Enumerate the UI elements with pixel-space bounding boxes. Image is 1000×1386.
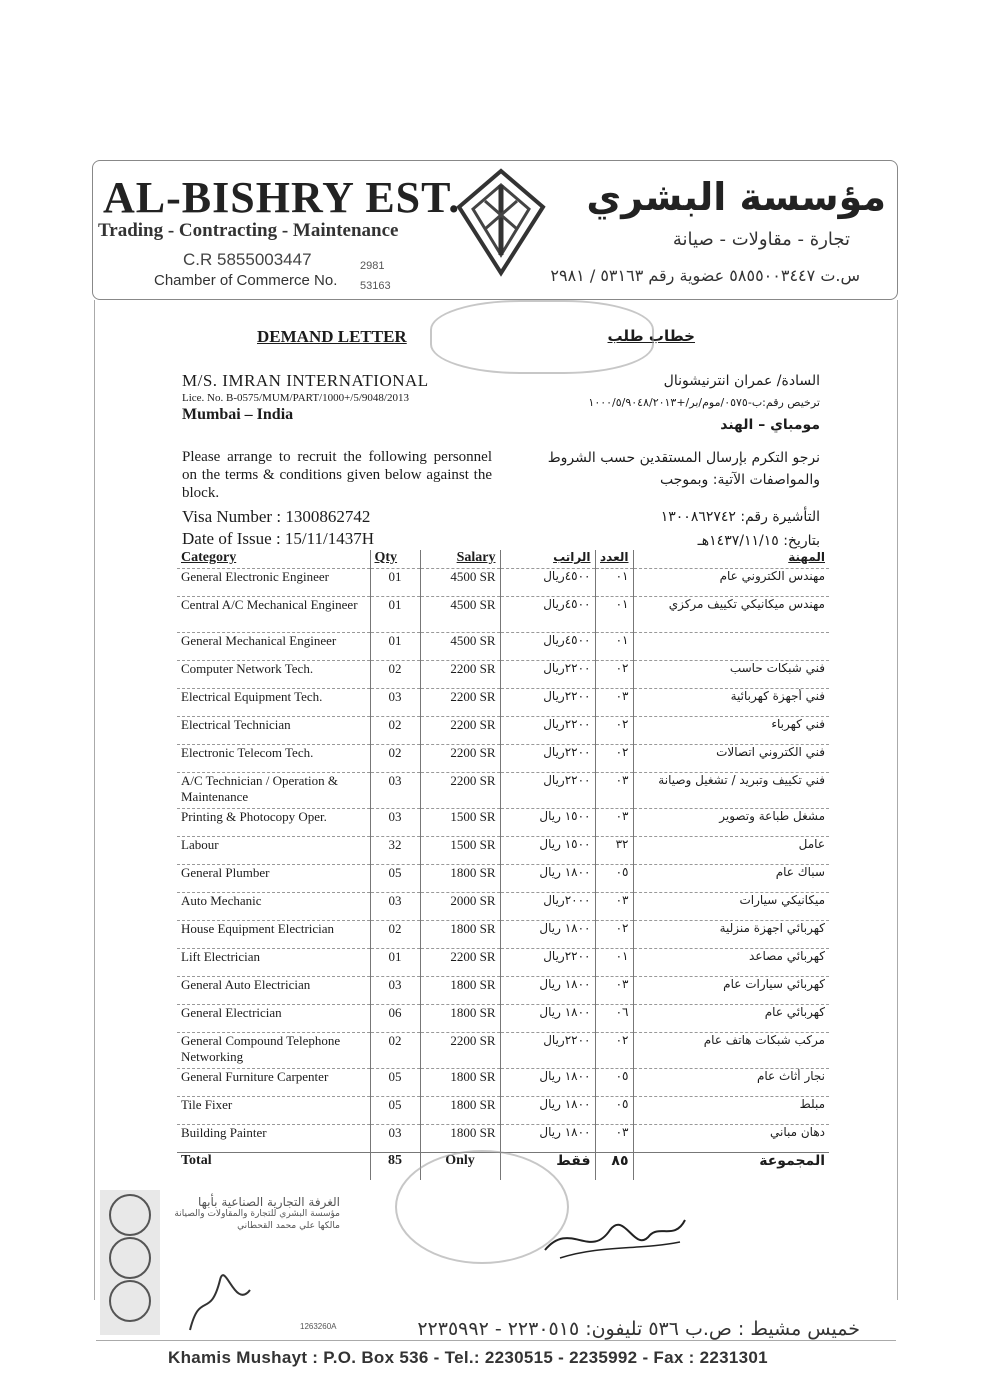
table-row xyxy=(177,1097,829,1125)
cell-qty-ar: ٠٢ xyxy=(595,921,633,949)
table-row xyxy=(177,865,829,893)
table-row xyxy=(177,773,829,809)
cell-salary-ar: ٤٥٠٠ريال xyxy=(500,569,595,597)
cell-qty: 03 xyxy=(370,977,420,1005)
company-name-ar: مؤسسة البشري xyxy=(586,175,886,219)
cell-salary-ar: ٢٢٠٠ريال xyxy=(500,745,595,773)
company-tagline-ar: تجارة - مقاولات - صيانة xyxy=(672,229,850,250)
visa-info-ar xyxy=(661,505,820,553)
table-row xyxy=(177,1033,829,1069)
cell-category: Labour xyxy=(177,837,370,865)
cell-salary-ar: ٢٢٠٠ريال xyxy=(500,773,595,809)
cell-qty-ar: ٠٣ xyxy=(595,773,633,809)
cell-salary-ar: ١٨٠٠ ريال xyxy=(500,977,595,1005)
total-qty-ar: ٨٥ xyxy=(595,1153,633,1181)
total-only: Only xyxy=(420,1153,500,1181)
cell-salary-ar: ٢٢٠٠ريال xyxy=(500,949,595,977)
cell-salary-ar: ١٥٠٠ ريال xyxy=(500,809,595,837)
cell-qty: 02 xyxy=(370,921,420,949)
cell-profession-ar: نجار أثاث عام xyxy=(633,1069,829,1097)
header-salary-ar: الراتب xyxy=(500,550,595,569)
footer-address-en: Khamis Mushayt : P.O. Box 536 - Tel.: 2230515 - 2235992 - Fax : 2231301 xyxy=(168,1348,768,1367)
total-qty: 85 xyxy=(370,1153,420,1181)
header-salary: Salary xyxy=(420,550,500,569)
visa-number-ar: التأشيرة رقم: ١٣٠٠٨٦٢٧٤٢ xyxy=(660,509,820,525)
cell-salary: 2200 SR xyxy=(420,745,500,773)
cell-salary: 2200 SR xyxy=(420,1033,500,1069)
cell-salary: 2000 SR xyxy=(420,893,500,921)
cell-qty: 06 xyxy=(370,1005,420,1033)
cell-salary-ar: ٢٠٠٠ريال xyxy=(500,893,595,921)
addressee-en xyxy=(182,371,429,424)
cert-number: 1263260A xyxy=(300,1322,337,1331)
cell-salary: 1800 SR xyxy=(420,1125,500,1153)
letter-title-ar: خطاب طلب xyxy=(607,327,695,345)
table-row xyxy=(177,569,829,597)
cell-profession-ar: كهربائي مصاعد xyxy=(633,949,829,977)
company-tagline-en: Trading - Contracting - Maintenance xyxy=(98,220,399,241)
visa-info-en xyxy=(182,506,374,550)
table-row xyxy=(177,893,829,921)
cell-category: General Electrician xyxy=(177,1005,370,1033)
cell-qty: 02 xyxy=(370,661,420,689)
cell-category: General Mechanical Engineer xyxy=(177,633,370,661)
header-qty: Qty xyxy=(370,550,420,569)
cell-profession-ar: مهندس الكتروني عام xyxy=(633,569,829,597)
table-row xyxy=(177,717,829,745)
cell-profession-ar: دهان مباني xyxy=(633,1125,829,1153)
addressee-name-ar: السادة/ عمران انترنيشونال xyxy=(663,373,820,389)
company-logo-icon xyxy=(455,167,547,277)
cell-salary: 4500 SR xyxy=(420,633,500,661)
cell-category: Building Painter xyxy=(177,1125,370,1153)
cell-qty: 03 xyxy=(370,1125,420,1153)
cell-category: Electrical Technician xyxy=(177,717,370,745)
cell-profession-ar: فني أجهزة كهربائية xyxy=(633,689,829,717)
cell-qty: 01 xyxy=(370,633,420,661)
cell-category: General Plumber xyxy=(177,865,370,893)
cell-profession-ar: كهربائي اجهزة منزلية xyxy=(633,921,829,949)
table-row xyxy=(177,689,829,717)
table-row xyxy=(177,597,829,633)
cell-salary: 1800 SR xyxy=(420,977,500,1005)
cell-qty-ar: ٠١ xyxy=(595,597,633,633)
cell-qty: 32 xyxy=(370,837,420,865)
chamber-number: 2981 xyxy=(360,260,385,272)
cell-qty-ar: ٠٥ xyxy=(595,1097,633,1125)
total-only-ar: فقط xyxy=(500,1153,595,1181)
cell-qty: 02 xyxy=(370,1033,420,1069)
issue-date-en: Date of Issue : 15/11/1437H xyxy=(182,529,375,548)
cell-qty-ar: ٠١ xyxy=(595,633,633,661)
cell-salary: 4500 SR xyxy=(420,569,500,597)
cell-profession-ar: كهربائي عام xyxy=(633,1005,829,1033)
cell-qty-ar: ٠٢ xyxy=(595,661,633,689)
chamber-numbers xyxy=(360,256,391,296)
table-body xyxy=(177,569,829,1153)
cell-category: General Furniture Carpenter xyxy=(177,1069,370,1097)
cell-salary-ar: ١٨٠٠ ريال xyxy=(500,1097,595,1125)
table-row xyxy=(177,977,829,1005)
signature-icon xyxy=(540,1200,690,1270)
letterhead-stamp xyxy=(430,300,654,374)
cell-salary: 2200 SR xyxy=(420,949,500,977)
cell-category: General Electronic Engineer xyxy=(177,569,370,597)
cell-profession-ar: كهربائي سيارات عام xyxy=(633,977,829,1005)
cell-qty: 01 xyxy=(370,597,420,633)
cell-category: Electrical Equipment Tech. xyxy=(177,689,370,717)
cell-salary-ar: ١٨٠٠ ريال xyxy=(500,921,595,949)
cell-qty-ar: ٠٦ xyxy=(595,1005,633,1033)
licence-number-ar: ترخيص رقم:ب-٠٥٧٥/موم/بر/+١٠٠٠/٥/٩٠٤٨/٢٠١٣ xyxy=(588,396,820,409)
cell-qty-ar: ٠٢ xyxy=(595,1033,633,1069)
cell-profession-ar: فني كهرباء xyxy=(633,717,829,745)
cell-salary: 1800 SR xyxy=(420,865,500,893)
cell-qty-ar: ٣٢ xyxy=(595,837,633,865)
cell-qty: 03 xyxy=(370,689,420,717)
table-row xyxy=(177,949,829,977)
cell-qty-ar: ٠٣ xyxy=(595,809,633,837)
cell-salary-ar: ١٥٠٠ ريال xyxy=(500,837,595,865)
table-row xyxy=(177,1125,829,1153)
cell-salary-ar: ٢٢٠٠ريال xyxy=(500,689,595,717)
total-label: Total xyxy=(177,1153,370,1181)
cell-profession-ar: مبلط xyxy=(633,1097,829,1125)
footer-address-ar: خميس مشيط : ص.ب ٥٣٦ تليفون: ٢٢٣٠٥١٥ - ٢٢٣٥٩٩٢ xyxy=(417,1318,860,1340)
table-header-row xyxy=(177,550,829,569)
cell-qty-ar: ٠١ xyxy=(595,569,633,597)
cell-qty: 01 xyxy=(370,569,420,597)
cell-salary-ar: ٢٢٠٠ريال xyxy=(500,1033,595,1069)
cell-salary: 1800 SR xyxy=(420,1069,500,1097)
chamber-certificate-text xyxy=(170,1196,340,1232)
cell-profession-ar: مشغل طباعة وتصوير xyxy=(633,809,829,837)
header-qty-ar: العدد xyxy=(595,550,633,569)
commercial-registration-en: C.R 5855003447 xyxy=(183,250,312,269)
cell-qty: 05 xyxy=(370,1097,420,1125)
cell-profession-ar: ميكانيكي سيارات xyxy=(633,893,829,921)
cell-qty: 05 xyxy=(370,865,420,893)
request-paragraph-ar: نرجو التكرم بإرسال المستقدين حسب الشروط والمواصفات الآتية: وبموجب xyxy=(547,450,820,488)
table-row xyxy=(177,633,829,661)
cell-qty-ar: ٠٢ xyxy=(595,745,633,773)
cell-qty: 01 xyxy=(370,949,420,977)
cell-qty-ar: ٠٣ xyxy=(595,689,633,717)
cell-salary-ar: ١٨٠٠ ريال xyxy=(500,1125,595,1153)
cell-salary: 2200 SR xyxy=(420,689,500,717)
cell-profession-ar: فني تكييف وتبريد / تشغيل وصيانة xyxy=(633,773,829,809)
cell-qty: 02 xyxy=(370,717,420,745)
cell-qty: 05 xyxy=(370,1069,420,1097)
cell-salary: 1500 SR xyxy=(420,809,500,837)
issue-date-ar: بتاريخ: ١٤٣٧/١١/١٥هـ xyxy=(697,533,820,549)
cell-salary-ar: ١٨٠٠ ريال xyxy=(500,1005,595,1033)
table-row xyxy=(177,661,829,689)
chamber-number: 53163 xyxy=(360,280,391,292)
cell-profession-ar xyxy=(633,633,829,661)
cell-salary: 2200 SR xyxy=(420,717,500,745)
cell-salary-ar: ٤٥٠٠ريال xyxy=(500,597,595,633)
cell-category: Tile Fixer xyxy=(177,1097,370,1125)
table-row xyxy=(177,745,829,773)
cell-qty-ar: ٠٣ xyxy=(595,893,633,921)
cert-line: مالكها علي محمد القحطاني xyxy=(237,1221,340,1231)
visa-number-en: Visa Number : 1300862742 xyxy=(182,507,371,526)
table-row xyxy=(177,837,829,865)
cell-profession-ar: فني شبكات حاسب xyxy=(633,661,829,689)
cell-category: General Compound Telephone Networking xyxy=(177,1033,370,1069)
cell-salary-ar: ١٨٠٠ ريال xyxy=(500,1069,595,1097)
cert-line: الغرفة التجارية الصناعية بأبها xyxy=(197,1195,340,1209)
cell-qty-ar: ٠١ xyxy=(595,949,633,977)
cell-category: Central A/C Mechanical Engineer xyxy=(177,597,370,633)
cell-qty-ar: ٠٣ xyxy=(595,977,633,1005)
cell-qty-ar: ٠٢ xyxy=(595,717,633,745)
cell-category: House Equipment Electrician xyxy=(177,921,370,949)
table-row xyxy=(177,809,829,837)
cell-salary: 1800 SR xyxy=(420,1005,500,1033)
cell-profession-ar: سباك عام xyxy=(633,865,829,893)
cert-line: مؤسسة البشري للتجارة والمقاولات والصيانة xyxy=(174,1209,340,1219)
cell-salary-ar: ٢٢٠٠ريال xyxy=(500,661,595,689)
request-paragraph-en: Please arrange to recruit the following personnel on the terms & conditions given below against the block. xyxy=(182,449,492,501)
demand-table xyxy=(177,550,829,1180)
addressee-name-en: M/S. IMRAN INTERNATIONAL xyxy=(182,371,429,390)
chamber-label: Chamber of Commerce No. xyxy=(154,272,338,289)
cell-salary-ar: ١٨٠٠ ريال xyxy=(500,865,595,893)
commercial-registration-ar: س.ت ٥٨٥٥٠٠٣٤٤٧ عضوية رقم ٥٣١٦٣ / ٢٩٨١ xyxy=(550,266,860,285)
cell-salary: 1500 SR xyxy=(420,837,500,865)
footer-divider xyxy=(96,1340,896,1341)
cell-category: General Auto Electrician xyxy=(177,977,370,1005)
cell-qty: 02 xyxy=(370,745,420,773)
header-category: Category xyxy=(181,550,237,565)
cell-profession-ar: مركب شبكات هاتف عام xyxy=(633,1033,829,1069)
cell-profession-ar: فني الكتروني اتصالات xyxy=(633,745,829,773)
cell-qty-ar: ٠٥ xyxy=(595,865,633,893)
cell-qty: 03 xyxy=(370,893,420,921)
cell-category: Electronic Telecom Tech. xyxy=(177,745,370,773)
cell-category: A/C Technician / Operation & Maintenance xyxy=(177,773,370,809)
cell-category: Lift Electrician xyxy=(177,949,370,977)
cell-profession-ar: مهندس ميكانيكي تكييف مركزي xyxy=(633,597,829,633)
cell-category: Auto Mechanic xyxy=(177,893,370,921)
table-row xyxy=(177,921,829,949)
cell-qty-ar: ٠٣ xyxy=(595,1125,633,1153)
addressee-ar xyxy=(588,370,820,436)
company-name-en: AL-BISHRY EST. xyxy=(103,173,461,222)
table-row xyxy=(177,1069,829,1097)
cell-qty-ar: ٠٥ xyxy=(595,1069,633,1097)
cell-profession-ar: عامل xyxy=(633,837,829,865)
cell-salary-ar: ٢٢٠٠ريال xyxy=(500,717,595,745)
licence-number-en: Lice. No. B-0575/MUM/PART/1000+/5/9048/2013 xyxy=(182,392,409,404)
header-profession-ar: المهنة xyxy=(633,550,829,569)
cell-salary: 2200 SR xyxy=(420,773,500,809)
total-label-ar: المجموعة xyxy=(633,1153,829,1181)
cell-salary: 2200 SR xyxy=(420,661,500,689)
table-row xyxy=(177,1005,829,1033)
cell-qty: 03 xyxy=(370,773,420,809)
cell-salary: 4500 SR xyxy=(420,597,500,633)
cell-salary: 1800 SR xyxy=(420,921,500,949)
letter-title-en: DEMAND LETTER xyxy=(257,327,407,346)
cell-salary-ar: ٤٥٠٠ريال xyxy=(500,633,595,661)
addressee-city-ar: مومباي – الهند xyxy=(720,417,820,433)
cell-qty: 03 xyxy=(370,809,420,837)
cell-salary: 1800 SR xyxy=(420,1097,500,1125)
addressee-city-en: Mumbai – India xyxy=(182,406,294,423)
cell-category: Printing & Photocopy Oper. xyxy=(177,809,370,837)
cell-category: Computer Network Tech. xyxy=(177,661,370,689)
